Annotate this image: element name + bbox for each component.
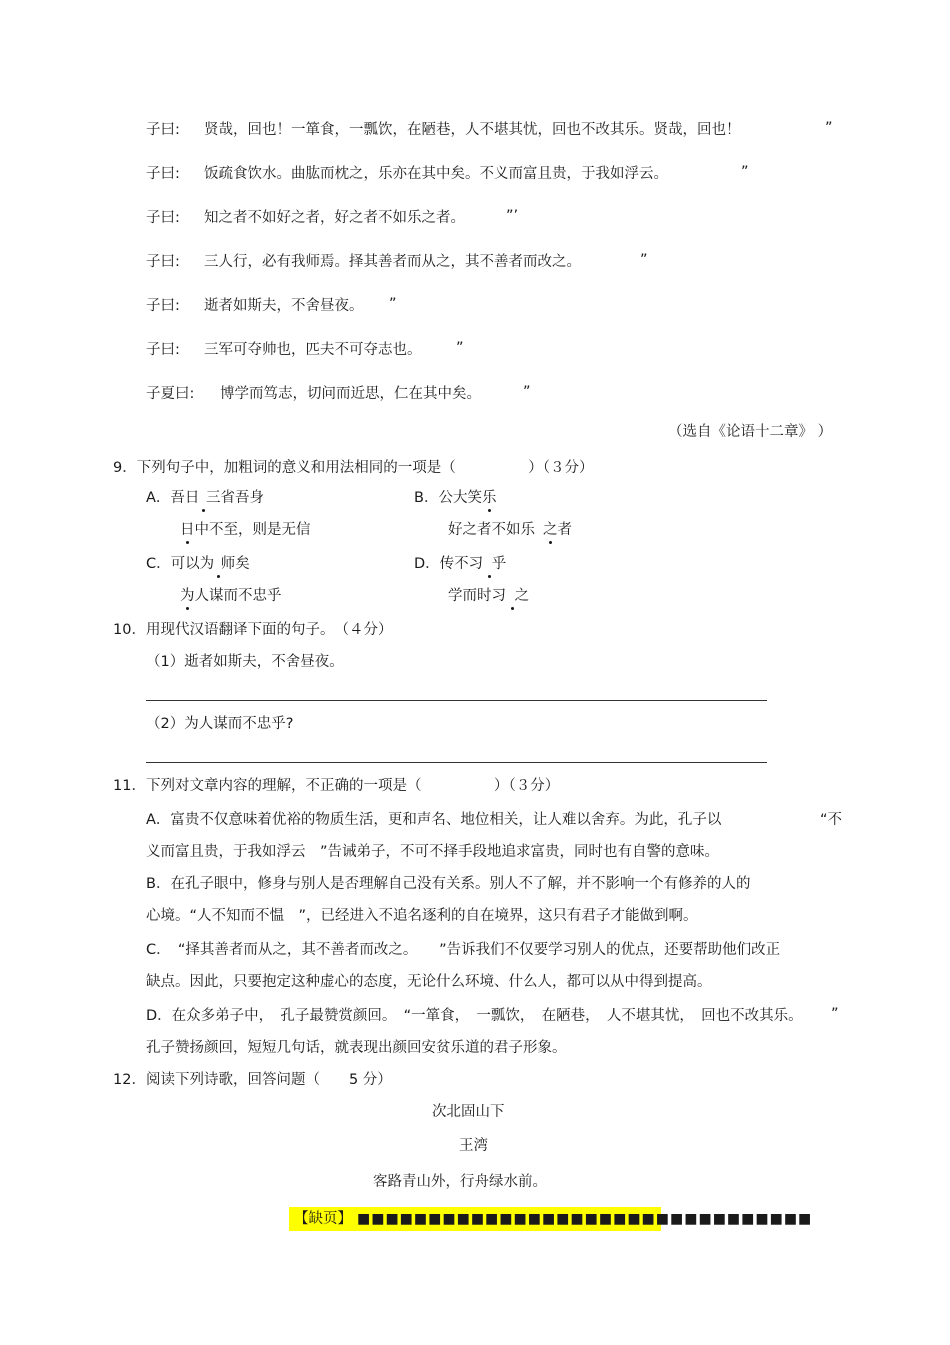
- q9-stem: 9．下列句子中，加粗词的意义和用法相同的一项是（ ）（３分）: [113, 460, 594, 476]
- q12-stem: 12．阅读下列诗歌，回答问题（ 5 分）: [113, 1072, 392, 1088]
- q9-c1-prefix: C．可以为: [146, 556, 215, 572]
- quote-text: 博学而笃志，切问而近思，仁在其中矣。: [220, 386, 481, 402]
- q9-d2-rest: 之: [514, 588, 530, 604]
- q9-a2-bold: 日: [180, 522, 195, 538]
- quote-close: ”: [523, 384, 531, 400]
- quote-speaker: 子曰:: [146, 298, 180, 314]
- q11-a-quote: “不: [820, 812, 843, 828]
- q11-b-line1: B．在孔子眼中，修身与别人是否理解自己没有关系。别人不了解，并不影响一个有修养的人的: [146, 876, 751, 892]
- q11-b-line2: 心境。“人不知而不愠 ”，已经进入不追名逐利的自在境界，这只有君子才能做到啊。: [146, 908, 698, 924]
- quote-speaker: 子曰:: [146, 210, 180, 226]
- q11-a-line1: A．富贵不仅意味着优裕的物质生活，更和声名、地位相关，让人难以舍弃。为此，孔子以: [146, 812, 722, 828]
- quote-text: 三军可夺帅也，匹夫不可夺志也。: [204, 342, 422, 358]
- q9-b2-rest: 者: [557, 522, 572, 538]
- q10-stem: 10．用现代汉语翻译下面的句子。 （４分）: [113, 622, 393, 638]
- quote-close: ”’: [506, 208, 519, 224]
- quote-text: 三人行，必有我师焉。择其善者而从之，其不善者而改之。: [204, 254, 581, 270]
- quote-speaker: 子曰:: [146, 166, 180, 182]
- source-citation: （选自《论语十二章》 ）: [668, 424, 833, 440]
- q9-d1-rest: 乎: [491, 556, 507, 572]
- quote-text: 贤哉，回也！一箪食，一瓢饮，在陋巷，人不堪其忧，回也不改其乐。贤哉，回也！: [204, 122, 741, 138]
- quote-text: 饭疏食饮水。曲肱而枕之，乐亦在其中矣。不义而富且贵，于我如浮云。: [204, 166, 668, 182]
- missing-page-label: 【缺页】: [294, 1211, 352, 1227]
- q9-c2-rest: 人谋而不忠乎: [194, 588, 282, 604]
- q9-option-d1: [414, 554, 506, 574]
- q9-option-a1: [146, 488, 264, 508]
- answer-line-2: [146, 762, 767, 763]
- redaction-blocks: ■■■■■■■■■■■■■■■■■■■■■■■■■■■■■■■■: [357, 1211, 813, 1227]
- q9-option-c1: [146, 554, 250, 574]
- quote-close: ”: [825, 120, 833, 136]
- q9-a2-rest: 中不至，则是无信: [194, 522, 311, 538]
- quote-close: ”: [640, 252, 648, 268]
- q9-d2-prefix: 学而时习: [448, 588, 506, 604]
- q11-d-line1: D．在众多弟子中， 孔子最赞赏颜回。 “一箪食， 一瓢饮， 在陋巷， 人不堪其忧， 回也不改其乐。: [146, 1008, 803, 1024]
- answer-line-1: [146, 700, 767, 701]
- q9-c1-rest: 师矣: [220, 556, 250, 572]
- quote-speaker: 子曰:: [146, 122, 180, 138]
- q10-sentence-1: （1）逝者如斯夫，不舍昼夜。: [146, 654, 344, 670]
- quote-speaker: 子曰:: [146, 254, 180, 270]
- q11-a-line2: 义而富且贵，于我如浮云 ”告诫弟子，不可不择手段地追求富贵，同时也有自警的意味。: [146, 844, 720, 860]
- q11-c-line1: C． “择其善者而从之，其不善者而改之。 ”告诉我们不仅要学习别人的优点，还要帮助他们改正: [146, 942, 781, 958]
- q9-option-a2: [180, 520, 311, 540]
- q9-option-d2: [448, 586, 529, 606]
- q11-stem: 11．下列对文章内容的理解，不正确的一项是（ ）（３分）: [113, 778, 560, 794]
- q10-sentence-2: （2）为人谋而不忠乎?: [146, 716, 294, 732]
- q9-b2-prefix: 好之者不如乐: [448, 522, 535, 538]
- quote-text: 逝者如斯夫，不舍昼夜。: [204, 298, 364, 314]
- q9-c2-bold: 为: [180, 588, 195, 604]
- poem-author: 王湾: [459, 1138, 488, 1154]
- quote-speaker: 子曰:: [146, 342, 180, 358]
- q9-b1-prefix: B．公大笑: [414, 490, 482, 506]
- quote-close: ”: [389, 296, 397, 312]
- q9-b1-bold: 乐: [481, 490, 497, 506]
- quote-close: ”: [741, 164, 749, 180]
- q9-a1-rest: 三省吾身: [206, 490, 265, 506]
- quote-text: 知之者不如好之者，好之者不如乐之者。: [204, 210, 465, 226]
- q9-option-b1: [414, 488, 496, 508]
- poem-title: 次北固山下: [432, 1104, 505, 1120]
- q11-d-quote: ”: [831, 1006, 839, 1022]
- poem-line-1: 客路青山外，行舟绿水前。: [373, 1174, 547, 1190]
- q11-d-line2: 孔子赞扬颜回，短短几句话，就表现出颜回安贫乐道的君子形象。: [146, 1040, 567, 1056]
- quote-close: ”: [456, 340, 464, 356]
- q9-option-c2: [180, 586, 282, 606]
- q9-a1-prefix: A．吾日: [146, 490, 200, 506]
- q9-d1-prefix: D．传不习: [414, 556, 484, 572]
- quote-speaker: 子夏曰:: [146, 386, 195, 402]
- q9-b2-bold: 之: [543, 522, 558, 538]
- q11-c-line2: 缺点。因此，只要抱定这种虚心的态度，无论什么环境、什么人，都可以从中得到提高。: [146, 974, 712, 990]
- q9-option-b2: [448, 520, 572, 540]
